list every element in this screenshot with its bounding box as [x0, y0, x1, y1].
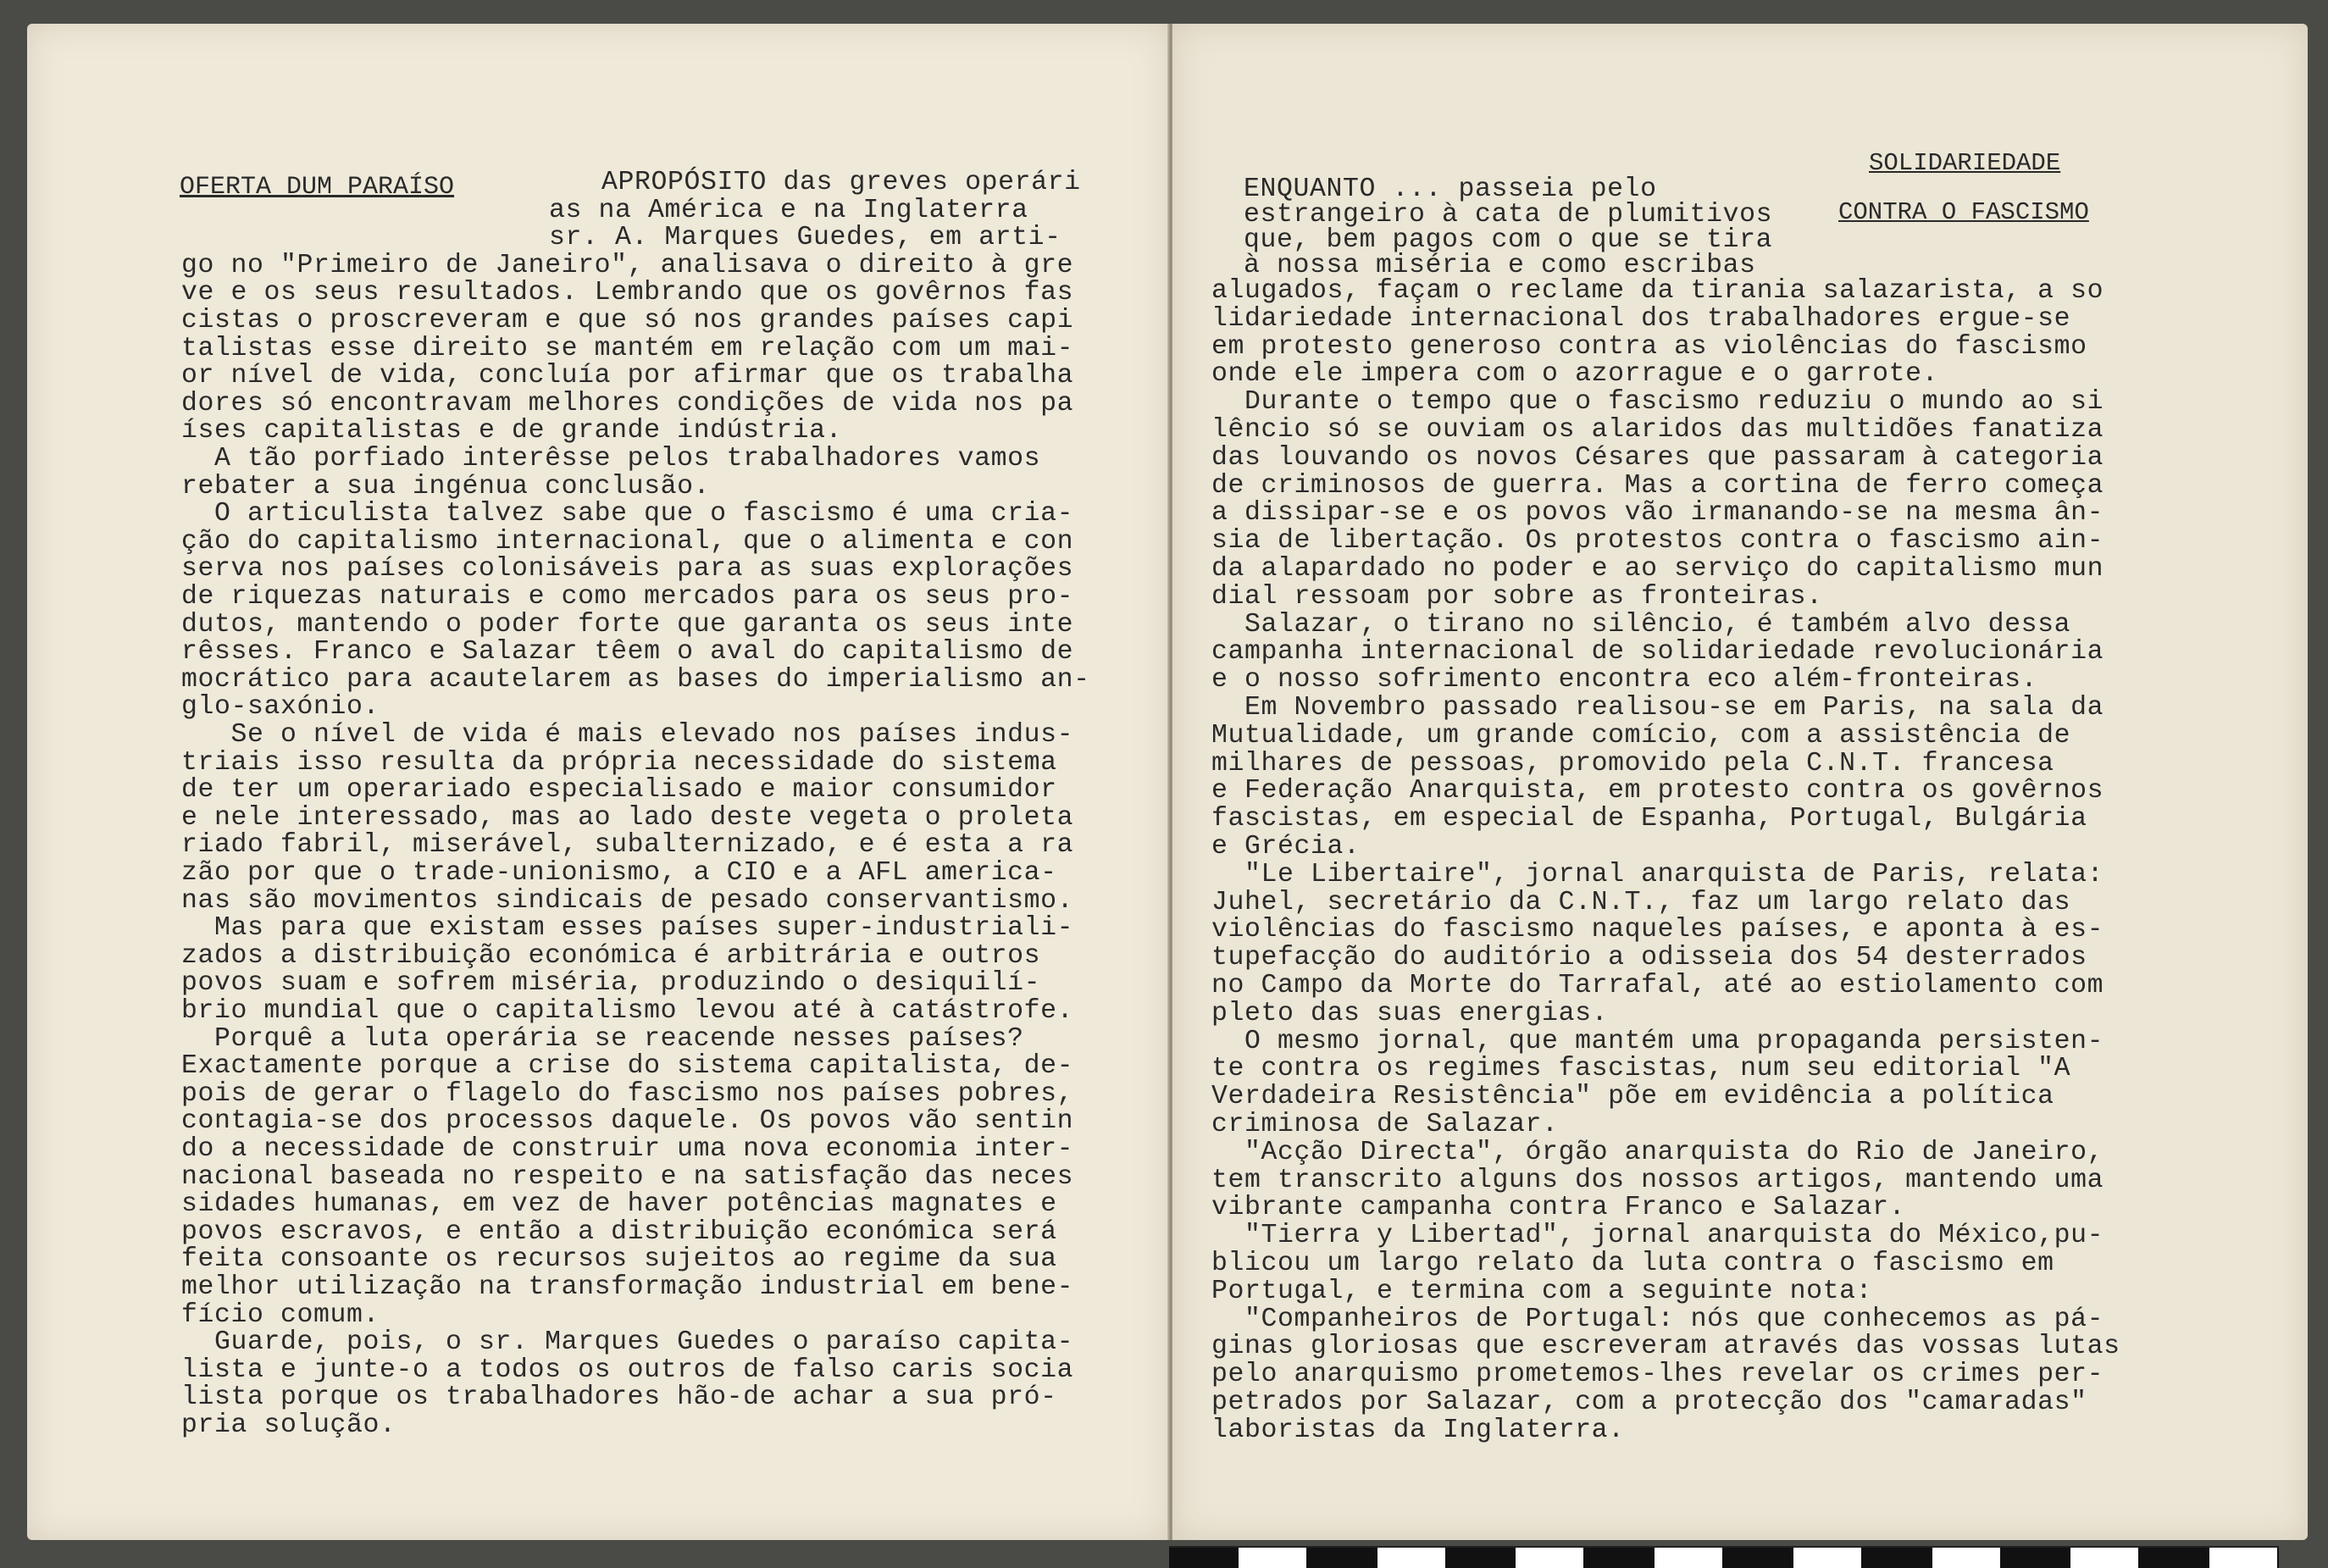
text-line: alugados, façam o reclame da tirania salazarista, a so [1211, 276, 2104, 306]
text-line: das louvando os novos Césares que passaram à categoria [1211, 442, 2104, 473]
text-line: sia de libertação. Os protestos contra o fascismo ain- [1211, 526, 2104, 557]
text-line: petrados por Salazar, com a protecção dos "camaradas" [1211, 1388, 2087, 1417]
text-line: Durante o tempo que o fascismo reduziu o mundo ao si [1211, 387, 2104, 418]
right-heading-2: CONTRA O FASCISMO [1838, 198, 2089, 226]
text-line: íses capitalistas e de grande indústria. [181, 416, 843, 446]
text-line: ENQUANTO ... passeia pelo [1244, 175, 1657, 204]
text-line: no Campo da Morte do Tarrafal, até ao estiolamento com [1211, 971, 2104, 1000]
text-line: melhor utilização na transformação industrial em bene- [181, 1272, 1074, 1302]
text-line: pria solução. [181, 1410, 396, 1440]
text-line: tupefacção do auditório a odisseia dos 54 desterrados [1211, 943, 2087, 973]
text-line: zão por que o trade-unionismo, a CIO e a AFL america- [181, 858, 1057, 888]
text-line: lêncio só se ouviam os alaridos das multidões fanatiza [1211, 415, 2104, 445]
text-line: e Grécia. [1211, 832, 1361, 862]
text-line: lista e junte-o a todos os outros de falso caris socia [181, 1355, 1074, 1385]
text-line: cistas o proscreveram e que só nos grandes países capi [181, 306, 1074, 335]
text-line: de riquezas naturais e como mercados para os seus pro- [181, 582, 1074, 612]
text-line: contagia-se dos processos daquele. Os povos vão sentin [181, 1106, 1074, 1137]
text-line: laboristas da Inglaterra. [1211, 1415, 1625, 1445]
text-line: e o nosso sofrimento encontra eco além-fronteiras. [1211, 665, 2038, 695]
text-line: "Companheiros de Portugal: nós que conhecemos as pá- [1211, 1304, 2104, 1334]
text-line: serva nos países colonisáveis para as suas explorações [181, 554, 1074, 585]
text-line: vibrante campanha contra Franco e Salazar. [1211, 1193, 1906, 1223]
text-line: onde ele impera com o azorrague e o garrote. [1211, 359, 1939, 390]
text-line: fício comum. [181, 1299, 380, 1330]
text-line: milhares de pessoas, promovido pela C.N.T. francesa [1211, 748, 2054, 778]
text-line: povos escravos, e então a distribuição económica será [181, 1216, 1057, 1247]
text-line: go no "Primeiro de Janeiro", analisava o direito à gre [181, 250, 1074, 280]
text-line: brio mundial que o capitalismo levou até à catástrofe. [181, 996, 1074, 1026]
text-line: ginas gloriosas que escreveram através das vossas lutas [1211, 1332, 2120, 1362]
text-line: triais isso resulta da própria necessidade do sistema [181, 747, 1057, 778]
text-line: Exactamente porque a crise do sistema capitalista, de- [181, 1051, 1074, 1082]
text-line: pois de gerar o flagelo do fascismo nos países pobres, [181, 1078, 1074, 1109]
text-line: sidades humanas, em vez de haver potências magnates e [181, 1189, 1057, 1220]
color-scale-ruler [1169, 1546, 2279, 1568]
text-line: tem transcrito alguns dos nossos artigos, mantendo uma [1211, 1165, 2104, 1195]
text-line: e Federação Anarquista, em protesto contra os govêrnos [1211, 776, 2104, 806]
text-line: O articulista talvez sabe que o fascismo é uma cria- [181, 499, 1074, 529]
text-line: mocrático para acautelarem as bases do imperialismo an- [181, 664, 1090, 695]
text-line: Porquê a luta operária se reacende nesses países? [181, 1023, 1024, 1054]
text-line: a dissipar-se e os povos vão irmanando-se na mesma ân- [1211, 498, 2104, 529]
text-line: zados a distribuição económica é arbitrária e outros [181, 940, 1041, 971]
text-line: Mutualidade, um grande comício, com a assistência de [1211, 720, 2071, 751]
text-line: pelo anarquismo prometemos-lhes revelar os crimes per- [1211, 1360, 2104, 1390]
text-line: feita consoante os recursos sujeitos ao regime da sua [181, 1244, 1057, 1275]
text-line: dutos, mantendo o poder forte que garanta os seus inte [181, 609, 1074, 640]
text-line: sr. A. Marques Guedes, em arti- [549, 223, 1061, 253]
text-line: pleto das suas energias. [1211, 998, 1609, 1028]
text-line: povos suam e sofrem miséria, produzindo o desiquilí- [181, 968, 1041, 999]
text-line: riado fabril, miserável, subalternizado, e é esta a ra [181, 830, 1074, 861]
text-line: A tão porfiado interêsse pelos trabalhadores vamos [181, 444, 1041, 474]
text-line: O mesmo jornal, que mantém uma propaganda persisten- [1211, 1026, 2104, 1056]
text-line: do a necessidade de construir uma nova economia inter- [181, 1134, 1074, 1164]
right-page [1172, 24, 2308, 1540]
text-line: estrangeiro à cata de plumitivos [1244, 200, 1773, 230]
text-line: rebater a sua ingénua conclusão. [181, 471, 711, 501]
text-line: te contra os regimes fascistas, num seu editorial "A [1211, 1054, 2071, 1084]
text-line: à nossa miséria e como escribas [1244, 251, 1756, 280]
text-line: lidariedade internacional dos trabalhadores ergue-se [1211, 303, 2071, 334]
text-line: dial ressoam por sobre as fronteiras. [1211, 581, 1823, 612]
text-line: violências do fascismo naqueles países, e aponta à es- [1211, 915, 2104, 945]
left-page [27, 24, 1169, 1540]
text-line: Se o nível de vida é mais elevado nos países indus- [181, 720, 1074, 750]
text-line: campanha internacional de solidariedade revolucionária [1211, 637, 2104, 668]
text-line: de ter um operariado especialisado e maior consumidor [181, 775, 1057, 806]
text-line: ção do capitalismo internacional, que o alimenta e con [181, 526, 1074, 557]
text-line: Verdadeira Resistência" põe em evidência a política [1211, 1082, 2054, 1112]
text-line: nacional baseada no respeito e na satisfação das neces [181, 1161, 1074, 1192]
text-line: em protesto generoso contra as violências do fascismo [1211, 331, 2087, 362]
text-line: blicou um largo relato da luta contra o fascismo em [1211, 1249, 2054, 1278]
text-line: Mas para que existam esses países super-industriali- [181, 913, 1074, 944]
text-line: talistas esse direito se mantém em relação com um mai- [181, 333, 1074, 363]
text-line: nas são movimentos sindicais de pesado conservantismo. [181, 885, 1074, 916]
left-heading: OFERTA DUM PARAÍSO [180, 173, 455, 202]
text-line: rêsses. Franco e Salazar têem o aval do capitalismo de [181, 637, 1074, 668]
text-line: da alapardado no poder e ao serviço do capitalismo mun [1211, 554, 2104, 584]
text-line: Juhel, secretário da C.N.T., faz um largo relato das [1211, 887, 2071, 917]
text-line: fascistas, em especial de Espanha, Portugal, Bulgária [1211, 804, 2087, 834]
text-line: que, bem pagos com o que se tira [1244, 225, 1773, 255]
right-heading-1: SOLIDARIEDADE [1869, 149, 2061, 177]
text-line: "Acção Directa", órgão anarquista do Rio de Janeiro, [1211, 1137, 2104, 1167]
text-line: glo-saxónio. [181, 692, 380, 723]
text-line: or nível de vida, concluía por afirmar que os trabalha [181, 361, 1074, 391]
text-line: "Tierra y Libertad", jornal anarquista do México,pu- [1211, 1221, 2104, 1251]
text-line: de criminosos de guerra. Mas a cortina de ferro começa [1211, 470, 2104, 501]
text-line: Portugal, e termina com a seguinte nota: [1211, 1276, 1873, 1306]
text-line: lista porque os trabalhadores hão-de achar a sua pró- [181, 1382, 1057, 1413]
text-line: as na América e na Inglaterra [549, 195, 1028, 225]
text-line: Em Novembro passado realisou-se em Paris, na sala da [1211, 693, 2104, 723]
text-line: criminosa de Salazar. [1211, 1110, 1559, 1139]
text-line: Guarde, pois, o sr. Marques Guedes o paraíso capita- [181, 1327, 1074, 1358]
text-line: Salazar, o tirano no silêncio, é também alvo dessa [1211, 609, 2071, 640]
text-line: APROPÓSITO das greves operári [601, 168, 1081, 197]
text-line: e nele interessado, mas ao lado deste vegeta o proleta [181, 802, 1074, 833]
text-line: dores só encontravam melhores condições de vida nos pa [181, 388, 1074, 418]
text-line: ve e os seus resultados. Lembrando que os govêrnos fas [181, 278, 1074, 308]
text-line: "Le Libertaire", jornal anarquista de Paris, relata: [1211, 859, 2104, 889]
